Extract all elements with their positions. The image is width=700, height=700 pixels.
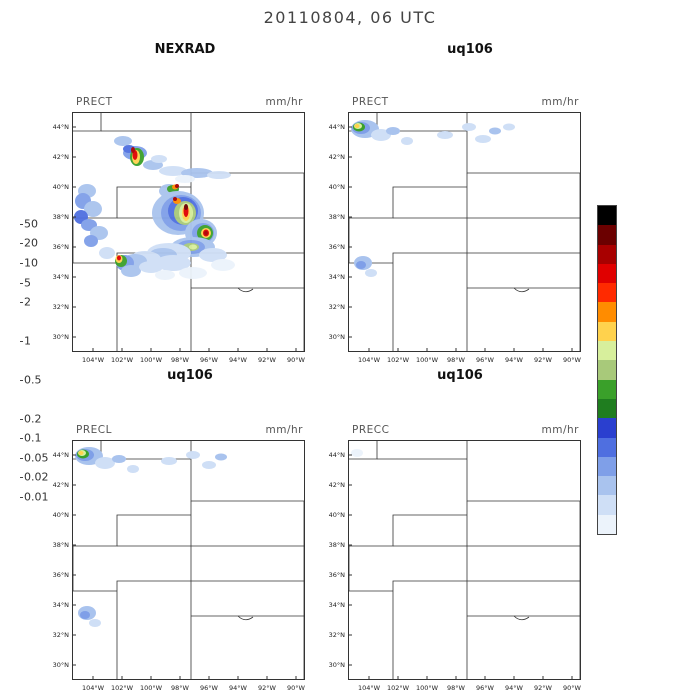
map-panel-uq106-precc[interactable]: PRECC mm/hr 44°N 42°N 40°N 38°N 36°N 34°N 32°N 30°N 104°W 102°W 100°W 98°W 96°W 94°W 92°W 90°W <box>328 424 581 692</box>
colorbar-segment <box>598 418 616 437</box>
panel-var-label-bottom-right: PRECC <box>352 424 390 436</box>
panel-var-label-top-left: PRECT <box>76 96 113 108</box>
colorbar-segment <box>598 341 616 360</box>
panel-var-label-bottom-left: PRECL <box>76 424 112 436</box>
precip-field-uq106-precc <box>351 449 363 457</box>
panel-units-top-right: mm/hr <box>541 96 579 108</box>
panel-heading-top-left: NEXRAD <box>154 42 216 57</box>
colorbar-segment <box>598 495 616 514</box>
colorbar-segment <box>598 515 616 534</box>
map-panel-nexrad-prect[interactable]: PRECT mm/hr 44°N 42°N 40°N 38°N 36°N 34°N 32°N 30°N 104°W 102°W 100°W 98°W 96°W 94°W 92°W 90°W <box>52 96 305 364</box>
panel-var-label-top-right: PRECT <box>352 96 389 108</box>
colorbar-segment <box>598 225 616 244</box>
panel-heading-bottom-right: uq106 <box>437 368 483 383</box>
colorbar-segment <box>598 264 616 283</box>
panel-units-top-left: mm/hr <box>265 96 303 108</box>
colorbar <box>597 205 617 535</box>
colorbar-segment <box>598 438 616 457</box>
colorbar-segment <box>598 476 616 495</box>
page-title: 20110804, 06 UTC <box>263 8 437 27</box>
panel-heading-top-right: uq106 <box>447 42 493 57</box>
colorbar-segment <box>598 457 616 476</box>
colorbar-segment <box>598 322 616 341</box>
colorbar-segment <box>598 380 616 399</box>
map-panel-uq106-precl[interactable]: PRECL mm/hr 44°N 42°N 40°N 38°N 36°N 34°N 32°N 30°N 104°W 102°W 100°W 98°W 96°W 94°W 92°W 90°W <box>52 424 305 692</box>
precip-field-uq106-precl <box>75 447 227 627</box>
colorbar-segment <box>598 302 616 321</box>
colorbar-segment <box>598 245 616 264</box>
colorbar-segment <box>598 399 616 418</box>
colorbar-segment <box>598 206 616 225</box>
map-panel-uq106-prect[interactable]: PRECT mm/hr 44°N 42°N 40°N 38°N 36°N 34°N 32°N 30°N 104°W 102°W 100°W 98°W 96°W 94°W 92°W 90°W <box>328 96 581 364</box>
panel-units-bottom-right: mm/hr <box>541 424 579 436</box>
colorbar-segment <box>598 360 616 379</box>
panel-heading-bottom-left: uq106 <box>167 368 213 383</box>
panel-units-bottom-left: mm/hr <box>265 424 303 436</box>
precip-field-uq106-prect <box>351 120 515 277</box>
colorbar-segment <box>598 283 616 302</box>
precip-field-nexrad <box>74 136 235 280</box>
